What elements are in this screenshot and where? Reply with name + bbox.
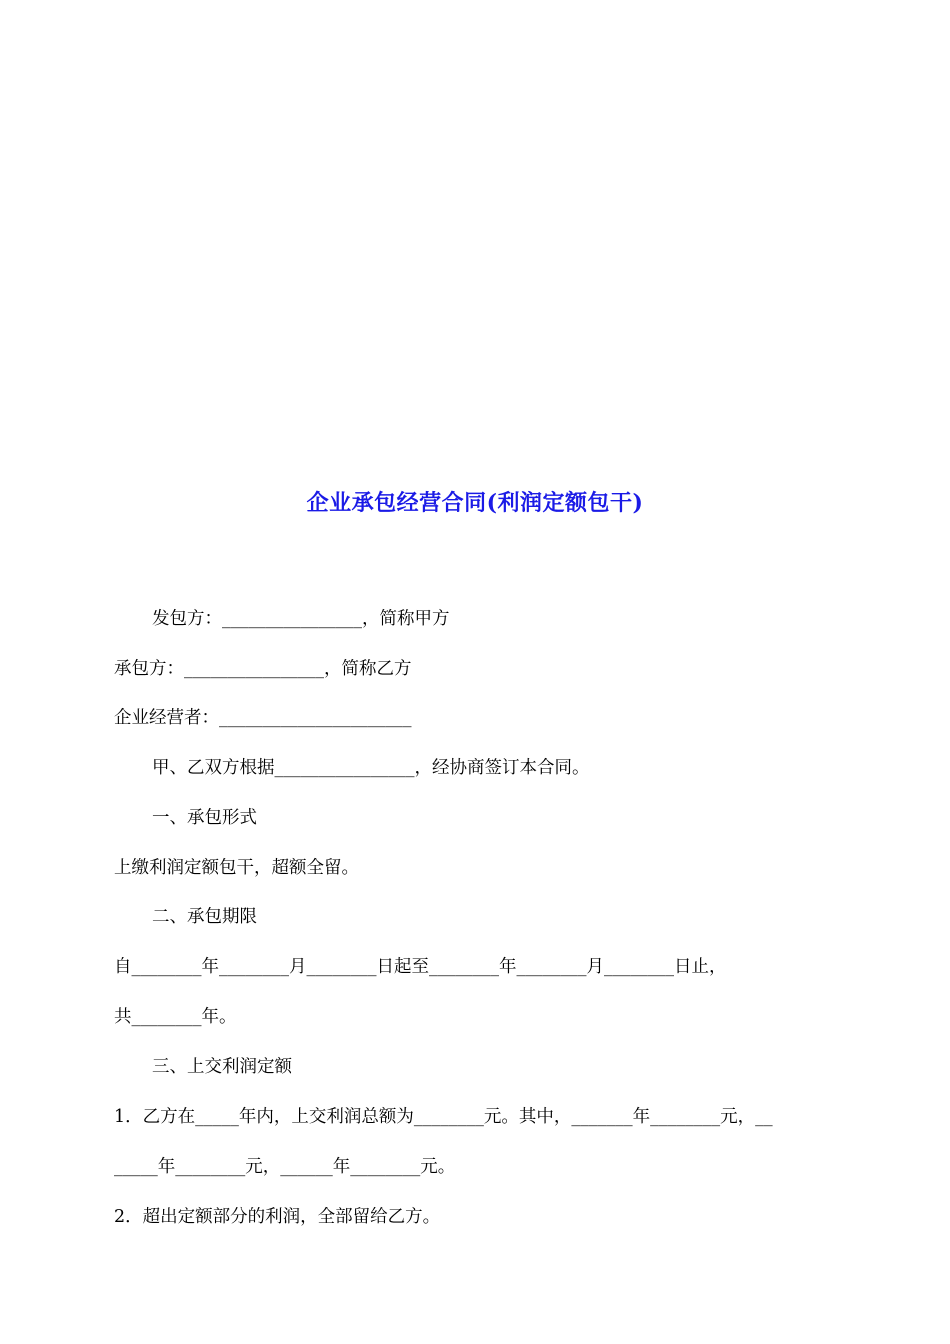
section-2-text-cont: 共________年。 <box>114 1007 237 1027</box>
section-3-item-2: 2．超出定额部分的利润，全部留给乙方。 <box>114 1207 441 1227</box>
party-a-line: 发包方：________________，简称甲方 <box>152 609 450 629</box>
section-2-heading: 二、承包期限 <box>152 907 257 927</box>
section-2-text: 自________年________月________日起至________年________月________日止， <box>114 957 727 977</box>
party-b-line: 承包方：________________，简称乙方 <box>114 659 412 679</box>
section-3-heading: 三、上交利润定额 <box>152 1057 292 1077</box>
document-title: 企业承包经营合同(利润定额包干) <box>306 490 644 516</box>
preamble-line: 甲、乙双方根据________________，经协商签订本合同。 <box>152 758 590 778</box>
operator-line: 企业经营者：______________________ <box>114 708 412 728</box>
section-3-item-1: 1．乙方在_____年内，上交利润总额为________元。其中，_______年________元，__ <box>114 1107 773 1127</box>
section-1-heading: 一、承包形式 <box>152 808 257 828</box>
section-3-item-1-cont: _____年________元，______年________元。 <box>114 1157 456 1177</box>
section-1-text: 上缴利润定额包干，超额全留。 <box>114 858 359 878</box>
